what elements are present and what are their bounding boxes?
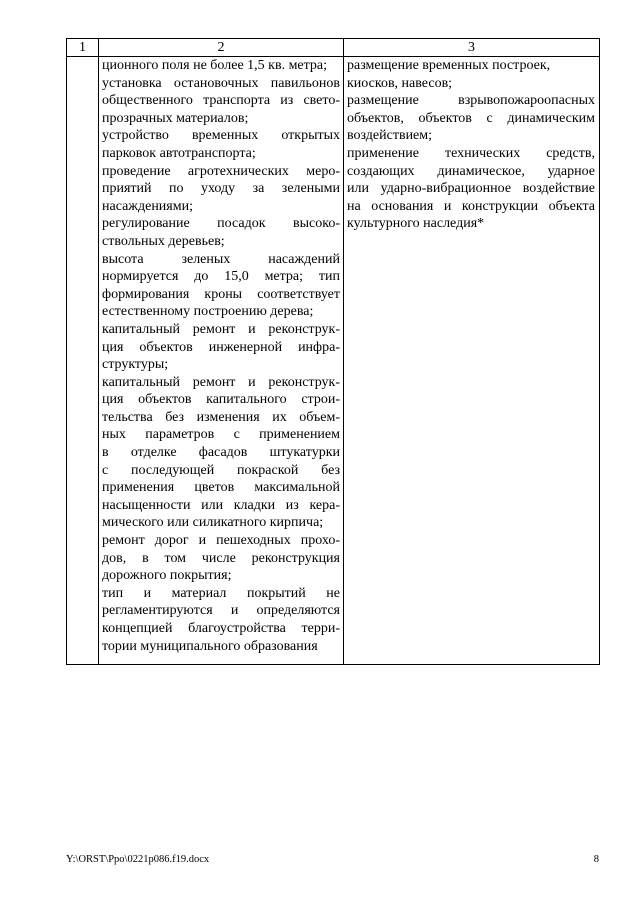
permitted-works-line: регламентируются и определяются	[102, 603, 340, 619]
permitted-works-line: тельства без изменения их объем-	[102, 409, 340, 425]
prohibited-works-line: создающих динамическое, ударное	[347, 163, 595, 179]
permitted-works-line: дов, в том числе реконструкция	[102, 550, 340, 566]
permitted-works-line: парковок автотранспорта;	[102, 145, 256, 161]
permitted-works-line: прозрачных материалов;	[102, 110, 249, 126]
prohibited-works-line: размещение взрывопожароопасных	[347, 93, 595, 109]
permitted-works-line: капитальный ремонт и реконструк-	[102, 374, 340, 390]
permitted-works-line: ных параметров с применением	[102, 427, 340, 443]
prohibited-works-line: размещение временных построек,	[347, 58, 551, 73]
permitted-works-line: регулирование посадок высоко-	[102, 216, 340, 232]
permitted-works-line: приятий по уходу за зелеными	[102, 181, 340, 197]
permitted-works-line: проведение агротехнических меро-	[102, 163, 340, 179]
permitted-works-line: с последующей покраской без	[102, 462, 340, 478]
column-header-2: 2	[99, 39, 344, 57]
permitted-works-line: общественного транспорта из свето-	[102, 93, 340, 109]
permitted-works-line: ция объектов инженерной инфра-	[102, 339, 340, 355]
permitted-works-line: применения цветов максимальной	[102, 480, 340, 496]
prohibited-works-line: киосков, навесов;	[347, 75, 453, 91]
permitted-works-line: ремонт дорог и пешеходных прохо-	[102, 533, 340, 549]
prohibited-works-line: культурного наследия*	[347, 216, 485, 232]
regulation-table	[66, 38, 600, 665]
prohibited-works-line: применение технических средств,	[347, 145, 595, 161]
column-header-3: 3	[344, 39, 600, 57]
permitted-works-line: ция объектов капитального строи-	[102, 392, 340, 408]
permitted-works-line: высота зеленых насаждений	[102, 251, 340, 267]
permitted-works-line: дорожного покрытия;	[102, 568, 232, 584]
permitted-works-line: устройство временных открытых	[102, 128, 340, 144]
prohibited-works-cell	[344, 57, 600, 665]
permitted-works-line: ствольных деревьев;	[102, 233, 225, 249]
permitted-works-line: структуры;	[102, 357, 169, 373]
table-cell-number	[67, 57, 99, 665]
permitted-works-line: ционного поля не более 1,5 кв. метра;	[102, 58, 328, 73]
permitted-works-line: естественному построению дерева;	[102, 304, 314, 320]
permitted-works-line: формирования кроны соответствует	[102, 286, 340, 302]
page-number: 8	[593, 854, 599, 865]
permitted-works-line: тип и материал покрытий не	[102, 585, 340, 601]
permitted-works-line: насыщенности или кладки из кера-	[102, 497, 340, 513]
prohibited-works-line: на основания и конструкции объекта	[347, 198, 595, 214]
table-header-row	[67, 39, 600, 57]
column-header-1: 1	[67, 39, 99, 57]
permitted-works-line: капитальный ремонт и реконструк-	[102, 321, 340, 337]
table-row	[67, 57, 600, 665]
permitted-works-line: в отделке фасадов штукатурки	[102, 445, 340, 461]
footer-file-path: Y:\ORST\Ppo\0221p086.f19.docx	[66, 854, 210, 865]
permitted-works-line: тории муниципального образования	[102, 638, 318, 654]
permitted-works-cell	[99, 57, 344, 665]
prohibited-works-line: воздействием;	[347, 128, 433, 144]
permitted-works-line: концепцией благоустройства терри-	[102, 621, 340, 636]
prohibited-works-line: или ударно-вибрационное воздействие	[347, 181, 595, 197]
permitted-works-line: мического или силикатного кирпича;	[102, 515, 324, 531]
permitted-works-line: нормируется до 15,0 метра; тип	[102, 269, 340, 285]
permitted-works-line: насаждениями;	[102, 198, 193, 214]
prohibited-works-line: объектов, объектов с динамическим	[347, 110, 595, 126]
permitted-works-line: установка остановочных павильонов	[102, 75, 340, 91]
